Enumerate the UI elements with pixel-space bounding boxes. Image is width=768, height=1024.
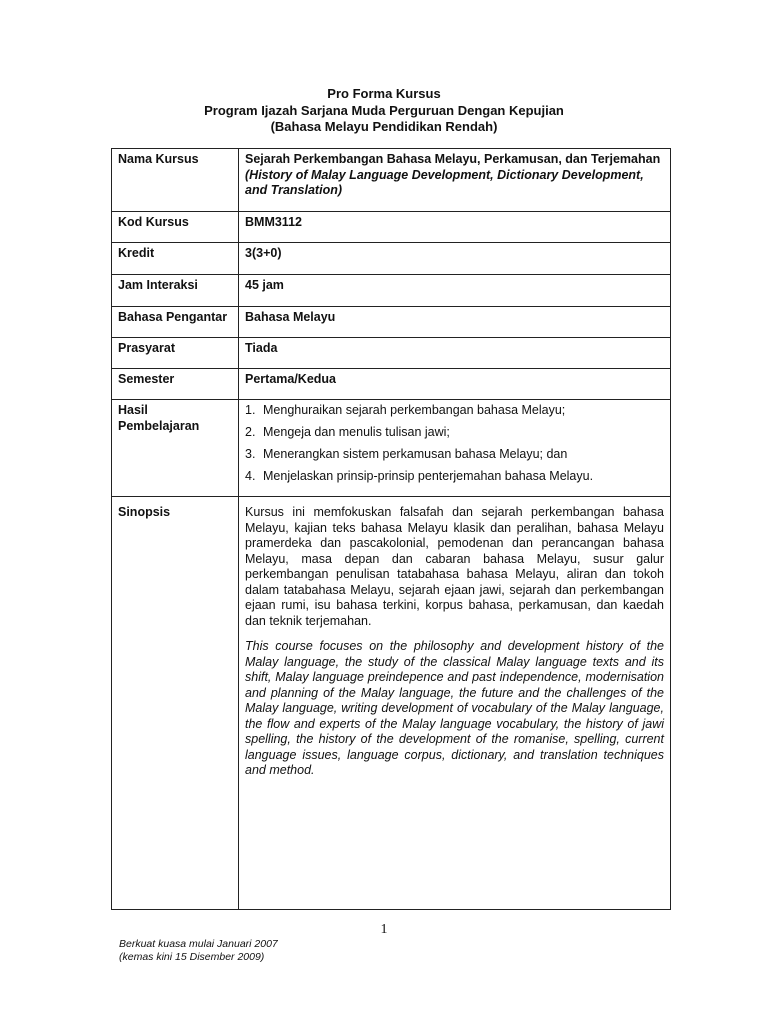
row-kredit bbox=[112, 243, 671, 275]
value-jam-interaksi: 45 jam bbox=[239, 275, 671, 307]
label-bahasa-pengantar: Bahasa Pengantar bbox=[112, 307, 239, 338]
row-prasyarat bbox=[112, 338, 671, 369]
list-item: 2. Mengeja dan menulis tulisan jawi; bbox=[245, 425, 450, 439]
row-sinopsis bbox=[112, 497, 671, 910]
synopsis-malay: Kursus ini memfokuskan falsafah dan sejarah perkembangan bahasa Melayu, kajian teks bahasa Melayu klasik dan peralihan, bahasa Melayu pramerdeka dan pascakolonial, pemodenan dan perancangan bahasa Melayu, masa depan dan cabaran bahasa Melayu, susur galur perkembangan penulisan tatabahasa bahasa Melayu, aliran dan tokoh dalam tatabahasa Melayu, sejarah ejaan jawi, sejarah dan perkembangan ejaan rumi, isu bahasa terkini, korpus bahasa, perkamusan, dan kaedah dan teknik terjemahan. bbox=[245, 505, 664, 628]
value-semester: Pertama/Kedua bbox=[239, 369, 671, 400]
row-jam-interaksi bbox=[112, 275, 671, 307]
label-sinopsis: Sinopsis bbox=[112, 497, 239, 910]
row-kod-kursus bbox=[112, 212, 671, 243]
label-nama-kursus: Nama Kursus bbox=[112, 149, 239, 212]
row-hasil-pembelajaran bbox=[112, 400, 671, 497]
label-semester: Semester bbox=[112, 369, 239, 400]
row-bahasa-pengantar bbox=[112, 307, 671, 338]
label-hasil-pembelajaran: Hasil Pembelajaran bbox=[112, 400, 239, 497]
footer-effective-date: Berkuat kuasa mulai Januari 2007 bbox=[119, 938, 278, 950]
header-title: Pro Forma Kursus bbox=[327, 86, 441, 101]
label-jam-interaksi: Jam Interaksi bbox=[112, 275, 239, 307]
course-name-en: (History of Malay Language Development, Dictionary Development, and Translation) bbox=[245, 167, 644, 197]
row-nama-kursus bbox=[112, 149, 671, 212]
list-item: 4. Menjelaskan prinsip-prinsip penterjemahan bahasa Melayu. bbox=[245, 469, 594, 483]
document-footer bbox=[119, 938, 278, 963]
label-prasyarat: Prasyarat bbox=[112, 338, 239, 369]
row-semester bbox=[112, 369, 671, 400]
value-nama-kursus bbox=[239, 149, 671, 212]
value-kod-kursus: BMM3112 bbox=[239, 212, 671, 243]
label-kredit: Kredit bbox=[112, 243, 239, 275]
header-program: Program Ijazah Sarjana Muda Perguruan Dengan Kepujian bbox=[204, 102, 564, 118]
value-sinopsis bbox=[239, 497, 671, 910]
value-kredit: 3(3+0) bbox=[239, 243, 671, 275]
list-item: 1. Menghuraikan sejarah perkembangan bahasa Melayu; bbox=[245, 403, 566, 417]
learning-outcomes-list bbox=[245, 403, 664, 484]
footer-updated-date: (kemas kini 15 Disember 2009) bbox=[119, 950, 265, 963]
value-bahasa-pengantar: Bahasa Melayu bbox=[239, 307, 671, 338]
header-subprogram: (Bahasa Melayu Pendidikan Rendah) bbox=[270, 119, 498, 134]
label-kod-kursus: Kod Kursus bbox=[112, 212, 239, 243]
value-hasil-pembelajaran bbox=[239, 400, 671, 497]
course-name-ms: Sejarah Perkembangan Bahasa Melayu, Perkamusan, dan Terjemahan bbox=[245, 152, 661, 166]
course-proforma-table bbox=[111, 148, 671, 910]
synopsis-english: This course focuses on the philosophy and development history of the Malay language, the study of the classical Malay language texts and its shift, Malay language preindepence and past independence, modernisation and planning of the Malay language, the future and the challenges of the Malay language, writing development of vocabulary of the Malay language, the flow and experts of the Malay language vocabulary, the history of jawi spelling, the history of the development of the romanise, spelling, current language issues, language corpus, dictionary, and translation techniques and method. bbox=[245, 639, 664, 777]
page-number: 1 bbox=[380, 922, 388, 937]
list-item: 3. Menerangkan sistem perkamusan bahasa Melayu; dan bbox=[245, 447, 568, 461]
value-prasyarat: Tiada bbox=[239, 338, 671, 369]
document-header bbox=[0, 86, 768, 136]
